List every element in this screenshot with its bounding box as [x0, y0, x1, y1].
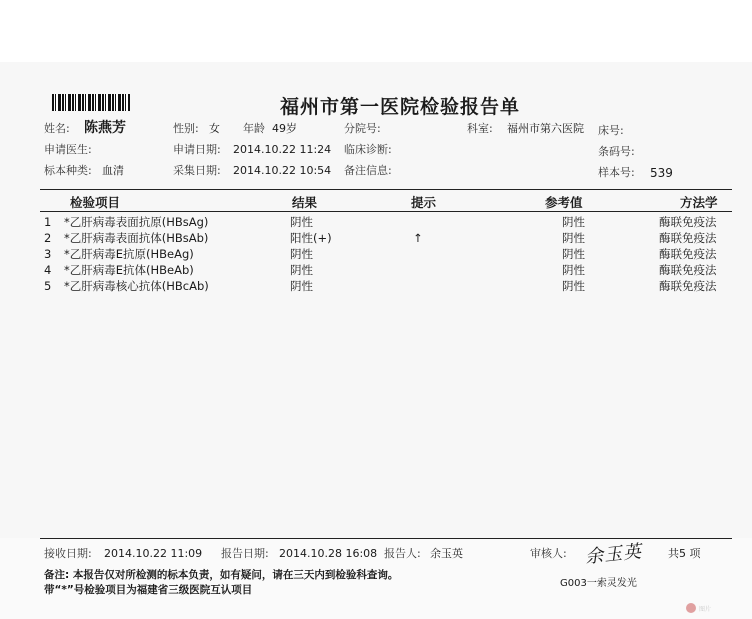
- row-method: 酶联免疫法: [659, 215, 717, 229]
- barcode-no-label: 条码号:: [598, 145, 635, 158]
- table-top-rule: [40, 189, 732, 190]
- doctor-label: 申请医生:: [44, 143, 92, 156]
- specimen-type: 血清: [102, 164, 124, 177]
- collect-date-label: 采集日期:: [173, 164, 221, 177]
- table-row: [40, 214, 732, 230]
- name-label: 姓名:: [44, 122, 70, 135]
- row-ref: 阴性: [562, 215, 585, 229]
- row-no: 4: [44, 263, 52, 277]
- col-header-item: 检验项目: [70, 195, 121, 210]
- row-result: 阴性: [290, 215, 313, 229]
- footer-note-2: 带“*”号检验项目为福建省三级医院互认项目: [44, 584, 253, 596]
- row-ref: 阴性: [562, 263, 585, 277]
- table-row: [40, 246, 732, 262]
- receive-date: 2014.10.22 11:09: [104, 547, 203, 560]
- row-ref: 阴性: [562, 247, 585, 261]
- gender-label: 性别:: [173, 122, 199, 135]
- patient-dept: 福州市第六医院: [507, 122, 584, 135]
- patient-name: 陈燕芳: [84, 120, 126, 136]
- col-header-hint: 提示: [411, 195, 437, 210]
- row-item: *乙肝病毒E抗体(HBeAb): [64, 263, 194, 277]
- collect-date: 2014.10.22 10:54: [233, 164, 332, 177]
- report-title: 福州市第一医院检验报告单: [280, 96, 521, 118]
- row-ref: 阴性: [562, 231, 585, 245]
- diagnosis-label: 临床诊断:: [344, 143, 392, 156]
- row-item: *乙肝病毒E抗原(HBeAg): [64, 247, 194, 261]
- reporter-name: 余玉英: [430, 547, 463, 560]
- row-hint-up-arrow: ↑: [413, 231, 423, 245]
- notes-label: 备注信息:: [344, 164, 392, 177]
- age-label: 年龄: [243, 122, 265, 135]
- watermark-logo-text: 图片: [699, 606, 712, 613]
- row-item: *乙肝病毒表面抗原(HBsAg): [64, 215, 209, 229]
- table-row: [40, 262, 732, 278]
- row-no: 5: [44, 279, 52, 293]
- row-result: 阴性: [290, 279, 313, 293]
- patient-age: 49岁: [272, 122, 297, 135]
- row-no: 2: [44, 231, 52, 245]
- table-header-rule: [40, 211, 732, 212]
- row-no: 3: [44, 247, 52, 261]
- apply-date-label: 申请日期:: [173, 143, 221, 156]
- col-header-ref: 参考值: [545, 195, 583, 210]
- reviewer-signature: 余玉英: [584, 541, 644, 568]
- report-date-label: 报告日期:: [221, 547, 269, 560]
- item-total: 共5 项: [668, 547, 701, 560]
- specimen-label: 标本种类:: [44, 164, 92, 177]
- sample-no-label: 样本号:: [598, 166, 635, 179]
- row-method: 酶联免疫法: [659, 247, 717, 261]
- row-item: *乙肝病毒表面抗体(HBsAb): [64, 231, 209, 245]
- row-method: 酶联免疫法: [659, 263, 717, 277]
- barcode-image: [52, 94, 130, 111]
- reporter-label: 报告人:: [384, 547, 421, 560]
- row-method: 酶联免疫法: [659, 231, 717, 245]
- apply-date: 2014.10.22 11:24: [233, 143, 332, 156]
- stamp-code: G003一索灵发光: [560, 578, 637, 589]
- col-header-method: 方法学: [680, 195, 718, 210]
- row-result: 阴性: [290, 247, 313, 261]
- receive-date-label: 接收日期:: [44, 547, 92, 560]
- patient-gender: 女: [209, 122, 220, 135]
- report-date: 2014.10.28 16:08: [279, 547, 378, 560]
- row-result: 阴性: [290, 263, 313, 277]
- table-row: [40, 278, 732, 294]
- reviewer-label: 审核人:: [530, 547, 567, 560]
- bed-label: 床号:: [598, 124, 624, 137]
- sample-no: 539: [650, 166, 673, 180]
- footer-note-1: 备注: 本报告仅对所检测的标本负责，如有疑问，请在三天内到检验科查询。: [44, 569, 399, 581]
- table-row: [40, 230, 732, 246]
- dept-label: 科室:: [467, 122, 493, 135]
- row-ref: 阴性: [562, 279, 585, 293]
- row-item: *乙肝病毒核心抗体(HBcAb): [64, 279, 209, 293]
- watermark-logo-icon: [686, 603, 696, 613]
- watermark-logo: [686, 603, 746, 613]
- row-no: 1: [44, 215, 52, 229]
- row-result: 阳性(+): [290, 231, 332, 245]
- col-header-result: 结果: [292, 195, 318, 210]
- branch-label: 分院号:: [344, 122, 381, 135]
- row-method: 酶联免疫法: [659, 279, 717, 293]
